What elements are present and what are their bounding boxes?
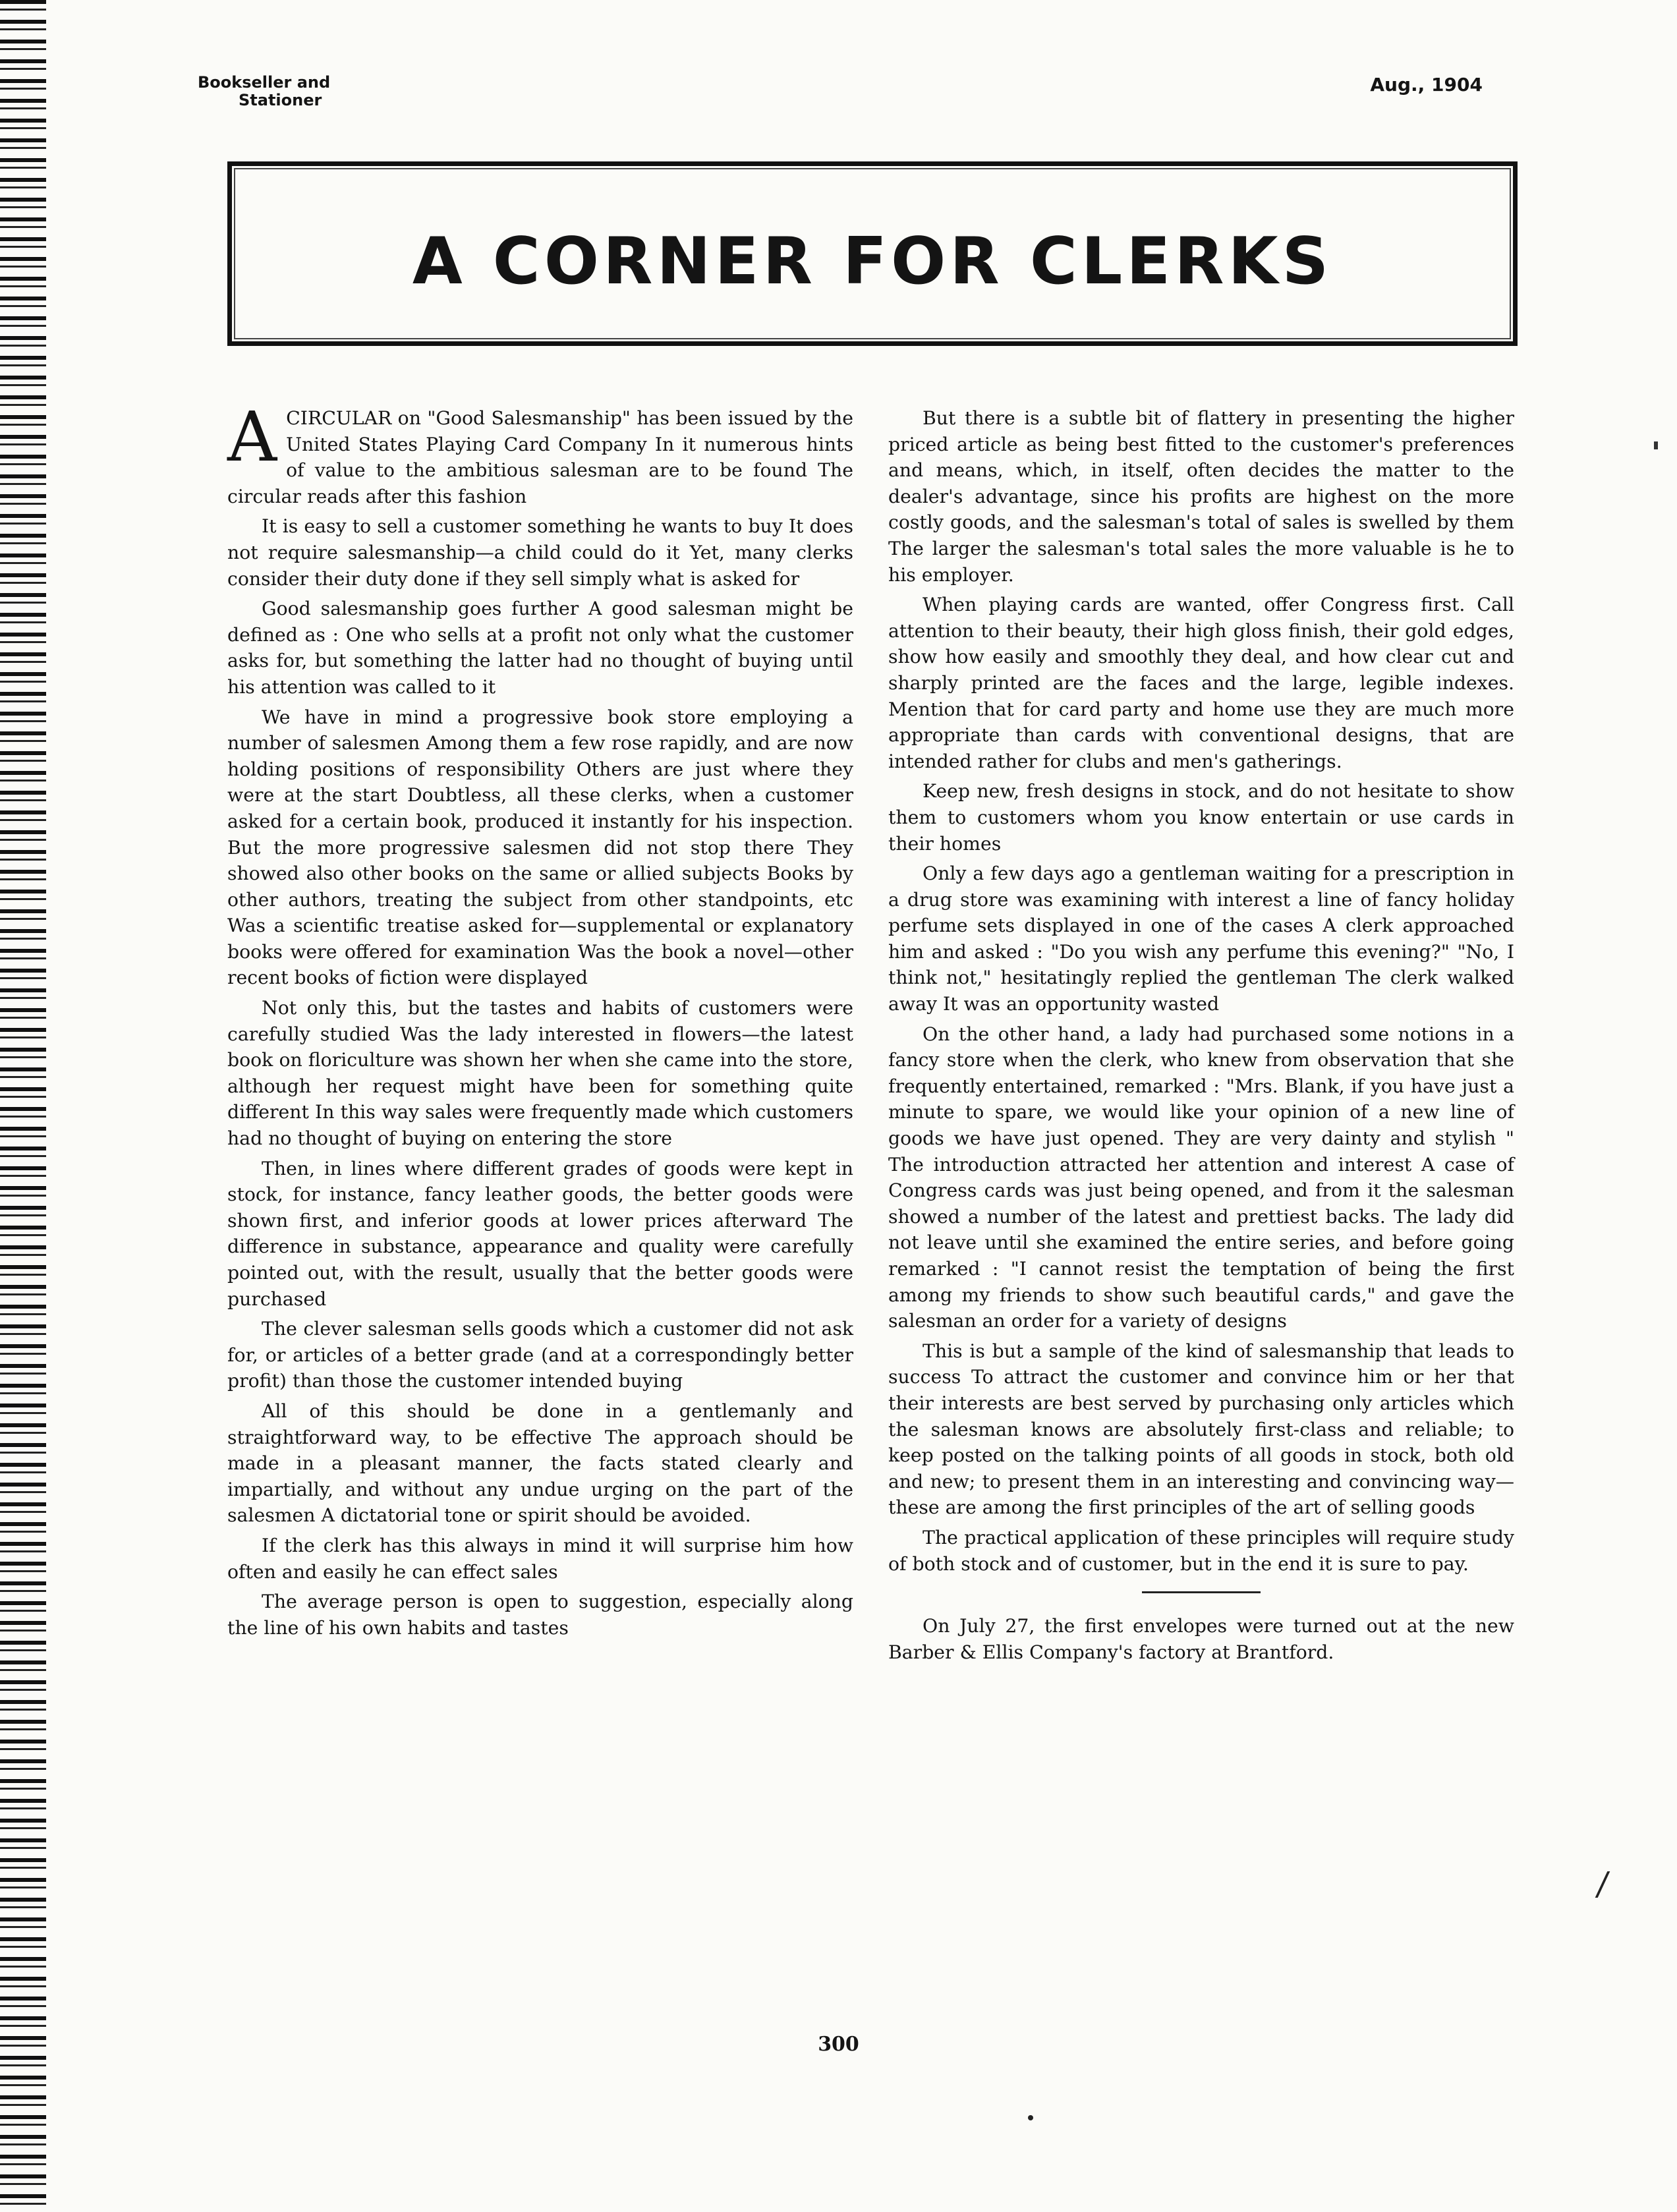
paragraph: If the clerk has this always in mind it will surprise him how often and easily he can effect sales (227, 1534, 853, 1583)
section-divider (1142, 1591, 1261, 1593)
column-left (227, 397, 853, 1645)
paragraph: But there is a subtle bit of flattery in presenting the higher priced article as being best fitted to the customer's preferences and means, which, in itself, often decides the matter to the dealer's advantage, since his profits are highest on the more costly goods, and the salesman's total of sales is swelled by them The larger the salesman's total sales the more valuable is he to his employer. (888, 407, 1514, 586)
paragraph: ACIRCULAR on "Good Salesmanship" has been issued by the United States Playing Card Company In it numerous hints of value to the ambitious salesman are to be found The circular reads after this fashion (227, 397, 853, 507)
paragraph: On the other hand, a lady had purchased some notions in a fancy store when the clerk, who knew from observation that she frequently entertained, remarked : "Mrs. Blank, if you have just a minute to spare, we would like your opinion of a new line of goods we have just opened. They are very dainty and stylish " The introduction attracted her attention and interest A case of Congress cards was just being opened, and from it the salesman showed a number of the latest and prettiest backs. The lady did not leave until she examined the entire series, and before going remarked : "I cannot resist the temptation of being the first among my friends to show such beautiful cards," and gave the salesman an order for a variety of designs (888, 1023, 1514, 1332)
paragraph: We have in mind a progressive book store employing a number of salesmen Among them a few rose rapidly, and are now holding positions of responsibility Others are just where they were at the start Doubtless, all these clerks, when a customer asked for a certain book, produced it instantly for his inspection. But the more progressive salesmen did not stop there They showed also other books on the same or allied subjects Books by other authors, treating the subject from other standpoints, etc Was a scientific treatise asked for—supplemental or explanatory books were offered for examination Was the book a novel—other recent books of fiction were displayed (227, 706, 853, 989)
paragraph: Keep new, fresh designs in stock, and do not hesitate to show them to customers whom you know entertain or use cards in their homes (888, 780, 1514, 855)
news-item: On July 27, the first envelopes were turned out at the new Barber & Ellis Company's factory at Brantford. (888, 1615, 1514, 1663)
scan-mark (1654, 441, 1658, 449)
article-title: A CORNER FOR CLERKS (412, 224, 1333, 299)
paragraph: Not only this, but the tastes and habits of customers were carefully studied Was the lady interested in flowers—the latest book on floriculture was shown her when she came into the store, although her request might have been for something quite different In this way sales were frequently made which customers had no thought of buying on entering the store (227, 997, 853, 1150)
paragraph: It is easy to sell a customer something he wants to buy It does not require salesmanship—a child could do it Yet, many clerks consider their duty done if they sell simply what is asked for (227, 515, 853, 590)
scan-edge-binding (0, 0, 46, 2212)
margin-mark (1595, 1871, 1620, 1898)
scan-speck (1028, 2115, 1033, 2120)
paragraph: Good salesmanship goes further A good salesman might be defined as : One who sells at a profit not only what the customer asks for, but something the latter had no thought of buying until his attention was called to it (227, 598, 853, 698)
publication-name-line2: Stationer (239, 91, 322, 109)
paragraph: When playing cards are wanted, offer Congress first. Call attention to their beauty, their high gloss finish, their gold edges, show how easily and smoothly they deal, and how clear cut and sharply printed are the faces and the large, legible indexes. Mention that for card party and home use they are much more appropriate than cards with conventional designs, that are intended rather for clubs and men's gatherings. (888, 594, 1514, 772)
publication-name (198, 74, 461, 109)
title-box (227, 161, 1518, 346)
column-right (888, 405, 1514, 1669)
paragraph: The practical application of these principles will require study of both stock and of customer, but in the end it is sure to pay. (888, 1526, 1514, 1575)
issue-date: Aug., 1904 (1370, 74, 1483, 96)
publication-name-line1: Bookseller and (198, 73, 331, 92)
paragraph: This is but a sample of the kind of salesmanship that leads to success To attract the customer and convince him or her that their interests are best served by purchasing only articles which the salesman knows are absolutely first-class and reliable; to keep posted on the talking points of all goods in stock, both old and new; to present them in an interesting and convincing way—these are among the first principles of the art of selling goods (888, 1340, 1514, 1519)
drop-cap: A (227, 397, 277, 477)
paragraph: Only a few days ago a gentleman waiting for a prescription in a drug store was examining with interest a line of fancy holiday perfume sets displayed in one of the cases A clerk approached him and asked : "Do you wish any perfume this evening?" "No, I think not," hesitatingly replied the gentleman The clerk walked away It was an opportunity wasted (888, 863, 1514, 1015)
paragraph: The average person is open to suggestion, especially along the line of his own habits and tastes (227, 1591, 853, 1639)
page-number: 300 (818, 2033, 859, 2056)
paragraph: All of this should be done in a gentlemanly and straightforward way, to be effective The approach should be made in a pleasant manner, the facts stated clearly and impartially, and without any undue urging on the part of the salesmen A dictatorial tone or spirit should be avoided. (227, 1400, 853, 1527)
paragraph: The clever salesman sells goods which a customer did not ask for, or articles of a better grade (and at a correspondingly better profit) than those the customer intended buying (227, 1318, 853, 1392)
paragraph: Then, in lines where different grades of goods were kept in stock, for instance, fancy leather goods, the better goods were shown first, and inferior goods at lower prices afterward The difference in substance, appearance and quality were carefully pointed out, with the result, usually that the better goods were purchased (227, 1157, 853, 1310)
